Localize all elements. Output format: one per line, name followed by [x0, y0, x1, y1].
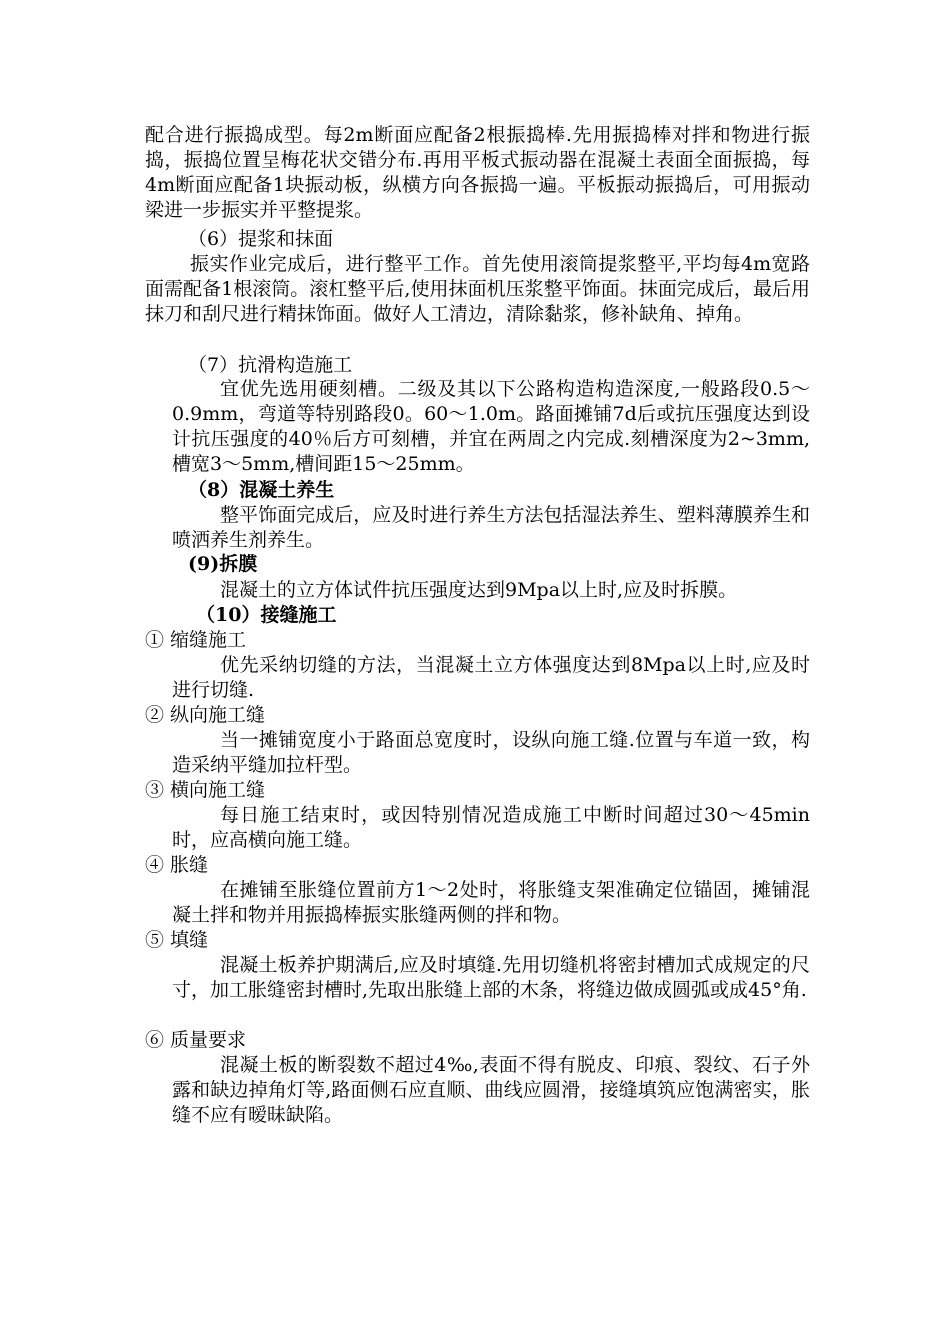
paragraph-antiskid: 宜优先选用硬刻槽。二级及其以下公路构造构造深度,一般路段0.5～0.9mm，弯道等特别路段0。60～1.0m。路面摊铺7d后或抗压强度达到设计抗压强度的40％后方可刻槽，并宜在两周之内完成.刻槽深度为2~3mm,槽宽3～5mm,槽间距15～25mm。 — [172, 378, 810, 475]
paragraph-curing: 整平饰面完成后，应及时进行养生方法包括湿法养生、塑料薄膜养生和喷洒养生剂养生。 — [172, 504, 810, 551]
heading-10: （10）接缝施工 — [196, 604, 337, 626]
paragraph-shrink-joint: 优先采纳切缝的方法，当混凝土立方体强度达到8Mpa以上时,应及时进行切缝. — [172, 654, 810, 701]
paragraph-demold: 混凝土的立方体试件抗压强度达到9Mpa以上时,应及时拆膜。 — [220, 579, 738, 601]
subheading-4: ④ 胀缝 — [145, 854, 209, 876]
heading-6: （6）提浆和抹面 — [188, 228, 334, 250]
subheading-1: ① 缩缝施工 — [145, 629, 247, 651]
subheading-5: ⑤ 填缝 — [145, 929, 209, 951]
subheading-2: ② 纵向施工缝 — [145, 704, 266, 726]
paragraph-leveling: 振实作业完成后，进行整平工作。首先使用滚筒提浆整平,平均每4m宽路面需配备1根滚筒。滚杠整平后,使用抹面机压浆整平饰面。抹面完成后，最后用抹刀和刮尺进行精抹饰面。做好人工清边，清除黏浆，修补缺角、掉角。 — [145, 253, 810, 325]
heading-9: (9)拆膜 — [188, 553, 258, 575]
paragraph-longitudinal-joint: 当一摊铺宽度小于路面总宽度时，设纵向施工缝.位置与车道一致，构造采纳平缝加拉杆型。 — [172, 729, 810, 776]
heading-8: （8）混凝土养生 — [188, 479, 335, 501]
paragraph-joint-filling: 混凝土板养护期满后,应及时填缝.先用切缝机将密封槽加式成规定的尺寸，加工胀缝密封槽时,先取出胀缝上部的木条，将缝边做成圆弧或成45°角. — [172, 954, 810, 1001]
subheading-3: ③ 横向施工缝 — [145, 779, 266, 801]
paragraph-transverse-joint: 每日施工结束时，或因特别情况造成施工中断时间超过30～45min时，应高横向施工缝。 — [172, 804, 810, 851]
subheading-6: ⑥ 质量要求 — [145, 1029, 247, 1051]
heading-7: （7）抗滑构造施工 — [188, 354, 353, 376]
paragraph-expansion-joint: 在摊铺至胀缝位置前方1～2处时，将胀缝支架准确定位锚固，摊铺混凝土拌和物并用振捣棒振实胀缝两侧的拌和物。 — [172, 879, 810, 926]
paragraph-quality: 混凝土板的断裂数不超过4‰,表面不得有脱皮、印痕、裂纹、石子外露和缺边掉角灯等,路面侧石应直顺、曲线应圆滑，接缝填筑应饱满密实，胀缝不应有暧昧缺陷。 — [172, 1054, 810, 1126]
paragraph-vibration: 配合进行振捣成型。每2m断面应配备2根振捣棒.先用振捣棒对拌和物进行振捣，振捣位置呈梅花状交错分布.再用平板式振动器在混凝土表面全面振捣，每4m断面应配备1块振动板，纵横方向各振捣一遍。平板振动振捣后，可用振动梁进一步振实并平整提浆。 — [145, 124, 810, 221]
